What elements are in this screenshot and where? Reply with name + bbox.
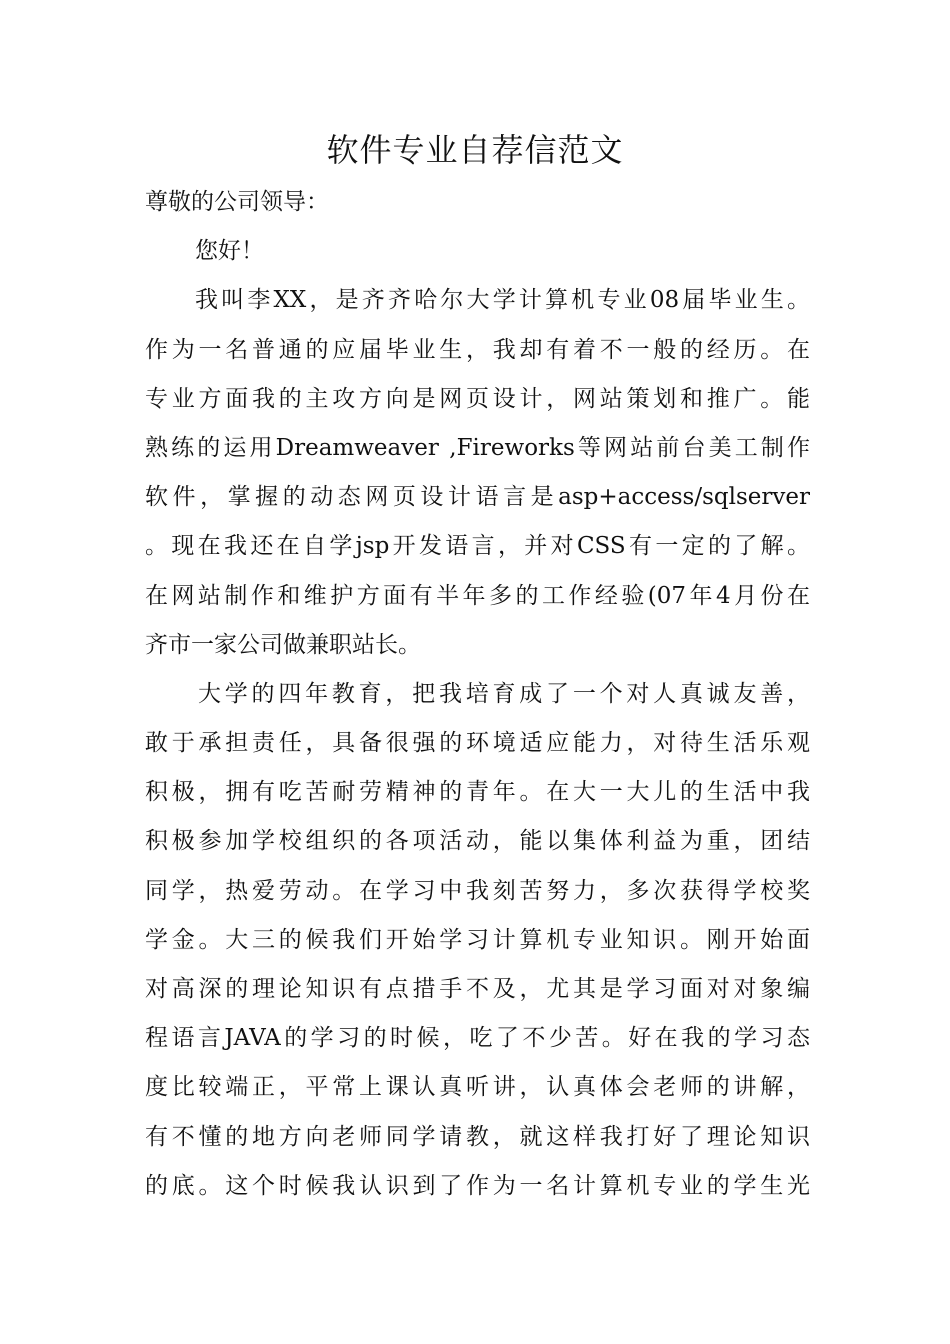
paragraph2-line: 学金。大三的候我们开始学习计算机专业知识。刚开始面 [145, 926, 810, 953]
paragraph2-line: 对高深的理论知识有点措手不及，尤其是学习面对对象编 [145, 976, 810, 1002]
greeting-line: 您好！ [195, 238, 264, 265]
paragraph1-line: 作为一名普通的应届毕业生，我却有着不一般的经历。在 [145, 336, 810, 363]
document-body [145, 178, 810, 1211]
paragraph2-line: 大学的四年教育，把我培育成了一个对人真诚友善， [198, 680, 810, 707]
paragraph1-line: 软件，掌握的动态网页设计语言是asp+access/sqlserver [145, 484, 810, 511]
paragraph2-line: 同学，热爱劳动。在学习中我刻苦努力，多次获得学校奖 [145, 877, 810, 904]
paragraph1-line: 专业方面我的主攻方向是网页设计，网站策划和推广。能 [145, 385, 810, 412]
salutation-line: 尊敬的公司领导： [145, 189, 329, 215]
paragraph2-line: 积极，拥有吃苦耐劳精神的青年。在大一大儿的生活中我 [145, 779, 810, 806]
paragraph1-line: 我叫李XX，是齐齐哈尔大学计算机专业08届毕业生。 [195, 287, 810, 314]
paragraph2-line: 的底。这个时候我认识到了作为一名计算机专业的学生光 [145, 1172, 810, 1199]
paragraph2-line: 敢于承担责任，具备很强的环境适应能力，对待生活乐观 [145, 730, 810, 757]
paragraph2-line: 程语言JAVA的学习的时候，吃了不少苦。好在我的学习态 [145, 1025, 810, 1052]
document-title: 软件专业自荐信范文 [326, 131, 624, 169]
paragraph1-line: 熟练的运用Dreamweaver ,Fireworks等网站前台美工制作 [145, 434, 810, 461]
paragraph1-line: 齐市一家公司做兼职站长。 [145, 631, 421, 658]
paragraph2-line: 积极参加学校组织的各项活动，能以集体利益为重，团结 [145, 828, 810, 855]
paragraph1-line: 。现在我还在自学jsp开发语言，并对CSS有一定的了解。 [145, 533, 810, 560]
paragraph2-line: 有不懂的地方向老师同学请教，就这样我打好了理论知识 [145, 1123, 810, 1150]
paragraph1-line: 在网站制作和维护方面有半年多的工作经验(07年4月份在 [145, 582, 810, 609]
paragraph2-line: 度比较端正，平常上课认真听讲，认真体会老师的讲解， [145, 1074, 810, 1101]
